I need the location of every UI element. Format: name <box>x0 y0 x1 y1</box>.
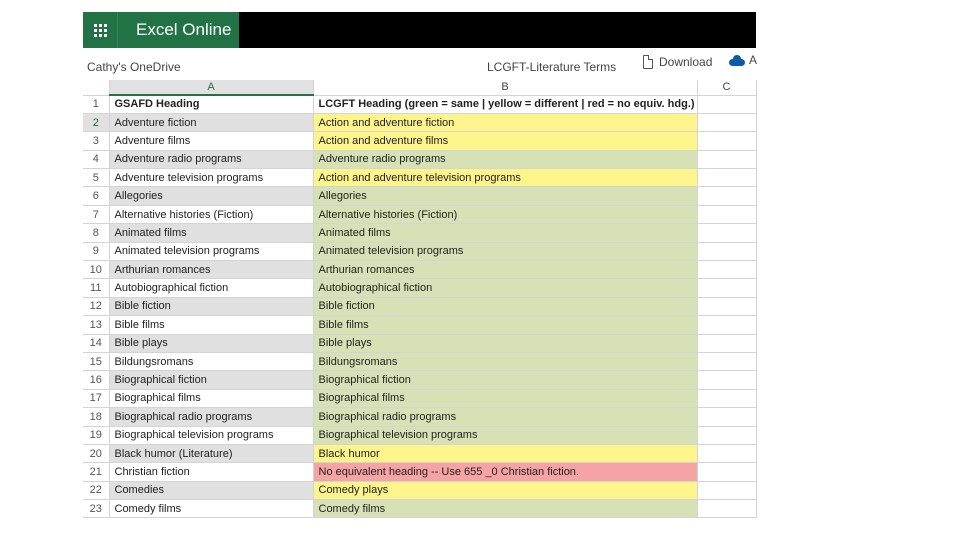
cell-empty[interactable] <box>697 113 756 131</box>
cell-lcgft-heading[interactable]: Bible plays <box>313 334 697 352</box>
column-header-a[interactable]: A <box>109 80 313 95</box>
cell-empty[interactable] <box>697 95 756 113</box>
cell-gsafd-heading[interactable]: Adventure fiction <box>109 113 313 131</box>
row-header[interactable]: 17 <box>83 389 109 407</box>
cell-empty[interactable] <box>697 261 756 279</box>
cell-lcgft-heading[interactable]: Action and adventure films <box>313 132 697 150</box>
cell-lcgft-heading[interactable]: Autobiographical fiction <box>313 279 697 297</box>
cell-empty[interactable] <box>697 187 756 205</box>
cell-lcgft-heading[interactable]: Comedy plays <box>313 481 697 499</box>
cell-lcgft-heading[interactable]: Bildungsromans <box>313 352 697 370</box>
table-row <box>83 463 756 481</box>
table-row <box>83 481 756 499</box>
row-header[interactable]: 20 <box>83 444 109 462</box>
cell-gsafd-heading[interactable]: Adventure radio programs <box>109 150 313 168</box>
cell-empty[interactable] <box>697 279 756 297</box>
row-header[interactable]: 5 <box>83 169 109 187</box>
cell-lcgft-heading[interactable]: Bible films <box>313 316 697 334</box>
document-icon <box>643 55 653 69</box>
table-row <box>83 205 756 223</box>
row-header[interactable]: 4 <box>83 150 109 168</box>
row-header[interactable]: 16 <box>83 371 109 389</box>
cell-lcgft-heading[interactable]: No equivalent heading -- Use 655 _0 Christian fiction. <box>313 463 697 481</box>
spreadsheet-grid <box>83 80 757 518</box>
app-brand[interactable]: Excel Online <box>117 12 239 48</box>
cell-gsafd-heading[interactable]: Christian fiction <box>109 463 313 481</box>
cell-empty[interactable] <box>697 500 756 518</box>
cell-empty[interactable] <box>697 334 756 352</box>
cell-gsafd-heading[interactable]: Comedies <box>109 481 313 499</box>
cell-gsafd-heading[interactable]: Adventure films <box>109 132 313 150</box>
breadcrumb-onedrive[interactable]: Cathy's OneDrive <box>87 60 181 74</box>
row-header[interactable]: 15 <box>83 352 109 370</box>
app-launcher-button[interactable] <box>83 12 117 48</box>
column-header-b[interactable]: B <box>313 80 697 95</box>
cell-gsafd-heading[interactable]: Bible fiction <box>109 297 313 315</box>
row-header[interactable]: 10 <box>83 261 109 279</box>
cell-gsafd-heading[interactable]: Bildungsromans <box>109 352 313 370</box>
table-row <box>83 426 756 444</box>
cell-empty[interactable] <box>697 481 756 499</box>
table-row <box>83 500 756 518</box>
row-header[interactable]: 8 <box>83 224 109 242</box>
row-header[interactable]: 6 <box>83 187 109 205</box>
table-row <box>83 444 756 462</box>
row-header[interactable]: 21 <box>83 463 109 481</box>
table-row <box>83 389 756 407</box>
cell-empty[interactable] <box>697 389 756 407</box>
table-row <box>83 261 756 279</box>
document-title[interactable]: LCGFT-Literature Terms <box>487 60 617 74</box>
row-header[interactable]: 14 <box>83 334 109 352</box>
column-header-c[interactable]: C <box>697 80 756 95</box>
cell-lcgft-heading[interactable]: Animated films <box>313 224 697 242</box>
cell-lcgft-heading[interactable]: Bible fiction <box>313 297 697 315</box>
table-row <box>83 352 756 370</box>
cell-lcgft-heading[interactable]: Action and adventure television programs <box>313 169 697 187</box>
cloud-icon <box>729 55 745 66</box>
cell-empty[interactable] <box>697 371 756 389</box>
cell-lcgft-heading[interactable]: Biographical radio programs <box>313 408 697 426</box>
cell-empty[interactable] <box>697 408 756 426</box>
table-row <box>83 297 756 315</box>
row-header[interactable]: 22 <box>83 481 109 499</box>
cell-lcgft-heading[interactable]: Action and adventure fiction <box>313 113 697 131</box>
table-row <box>83 242 756 260</box>
cell-gsafd-heading[interactable]: Adventure television programs <box>109 169 313 187</box>
cell-empty[interactable] <box>697 169 756 187</box>
command-row <box>83 48 756 80</box>
excel-online-window <box>83 12 756 540</box>
cell-empty[interactable] <box>697 352 756 370</box>
cell-gsafd-heading[interactable]: Biographical fiction <box>109 371 313 389</box>
cell-lcgft-heading[interactable]: Black humor <box>313 444 697 462</box>
cell-empty[interactable] <box>697 205 756 223</box>
table-row <box>83 113 756 131</box>
cell-empty[interactable] <box>697 297 756 315</box>
table-row <box>83 187 756 205</box>
cell-lcgft-heading[interactable]: Comedy films <box>313 500 697 518</box>
cell-empty[interactable] <box>697 224 756 242</box>
cell-lcgft-heading[interactable]: Allegories <box>313 187 697 205</box>
row-header[interactable]: 12 <box>83 297 109 315</box>
cell-lcgft-heading[interactable]: Arthurian romances <box>313 261 697 279</box>
waffle-icon <box>94 24 107 37</box>
download-label: Download <box>659 55 713 69</box>
cell-empty[interactable] <box>697 242 756 260</box>
cell-gsafd-heading[interactable]: Comedy films <box>109 500 313 518</box>
cell-empty[interactable] <box>697 132 756 150</box>
cell-lcgft-heading[interactable]: LCGFT Heading (green = same | yellow = different | red = no equiv. hdg.) <box>313 95 697 113</box>
cell-gsafd-heading[interactable]: Animated films <box>109 224 313 242</box>
cell-empty[interactable] <box>697 316 756 334</box>
row-header[interactable]: 2 <box>83 113 109 131</box>
cell-gsafd-heading[interactable]: Arthurian romances <box>109 261 313 279</box>
table-row <box>83 150 756 168</box>
cell-gsafd-heading[interactable]: Autobiographical fiction <box>109 279 313 297</box>
suite-bar <box>83 12 756 48</box>
cell-gsafd-heading[interactable]: Animated television programs <box>109 242 313 260</box>
table-row <box>83 408 756 426</box>
cell-gsafd-heading[interactable]: Alternative histories (Fiction) <box>109 205 313 223</box>
cell-lcgft-heading[interactable]: Biographical fiction <box>313 371 697 389</box>
onedrive-button[interactable] <box>729 53 757 67</box>
cell-empty[interactable] <box>697 150 756 168</box>
table-row <box>83 169 756 187</box>
table-row <box>83 224 756 242</box>
onedrive-label: A <box>749 53 758 67</box>
row-header[interactable]: 13 <box>83 316 109 334</box>
cell-empty[interactable] <box>697 444 756 462</box>
cell-gsafd-heading[interactable]: Black humor (Literature) <box>109 444 313 462</box>
row-header[interactable]: 23 <box>83 500 109 518</box>
table-row <box>83 316 756 334</box>
table-row <box>83 132 756 150</box>
table-row <box>83 95 756 113</box>
row-header[interactable]: 18 <box>83 408 109 426</box>
table-row <box>83 279 756 297</box>
cell-empty[interactable] <box>697 463 756 481</box>
row-header[interactable]: 3 <box>83 132 109 150</box>
select-all-corner[interactable] <box>83 80 109 95</box>
table-row <box>83 334 756 352</box>
row-header[interactable]: 7 <box>83 205 109 223</box>
cell-gsafd-heading[interactable]: Bible films <box>109 316 313 334</box>
row-header[interactable]: 19 <box>83 426 109 444</box>
row-header[interactable]: 11 <box>83 279 109 297</box>
cell-gsafd-heading[interactable]: Biographical television programs <box>109 426 313 444</box>
table-row <box>83 371 756 389</box>
cell-lcgft-heading[interactable]: Animated television programs <box>313 242 697 260</box>
cell-lcgft-heading[interactable]: Adventure radio programs <box>313 150 697 168</box>
cell-gsafd-heading[interactable]: Biographical films <box>109 389 313 407</box>
cell-lcgft-heading[interactable]: Alternative histories (Fiction) <box>313 205 697 223</box>
cell-lcgft-heading[interactable]: Biographical films <box>313 389 697 407</box>
cell-empty[interactable] <box>697 426 756 444</box>
cell-gsafd-heading[interactable]: Bible plays <box>109 334 313 352</box>
cell-gsafd-heading[interactable]: GSAFD Heading <box>109 95 313 113</box>
row-header[interactable]: 9 <box>83 242 109 260</box>
cell-lcgft-heading[interactable]: Biographical television programs <box>313 426 697 444</box>
download-button[interactable] <box>643 55 712 69</box>
row-header[interactable]: 1 <box>83 95 109 113</box>
cell-gsafd-heading[interactable]: Biographical radio programs <box>109 408 313 426</box>
cell-gsafd-heading[interactable]: Allegories <box>109 187 313 205</box>
